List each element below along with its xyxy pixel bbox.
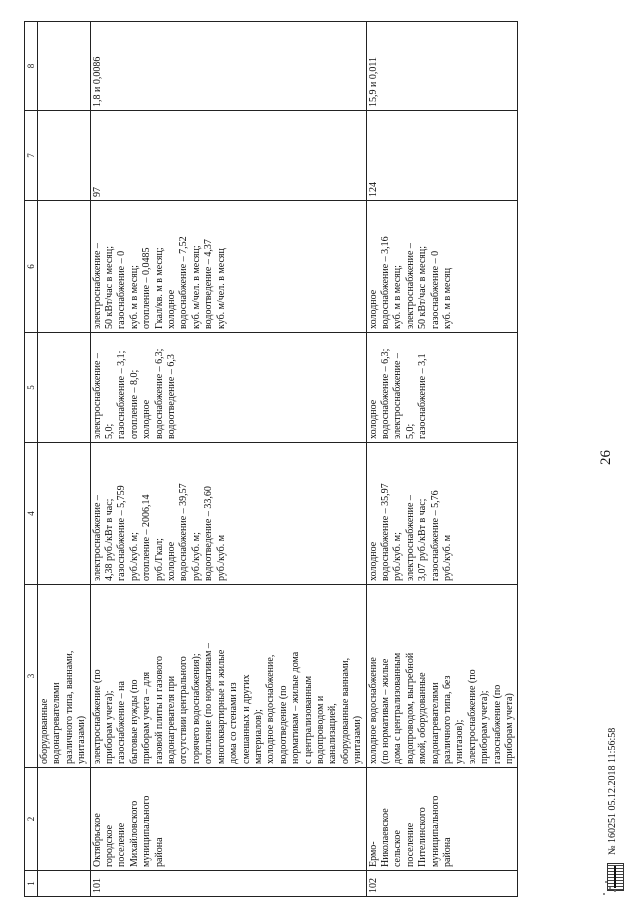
tariffs-cell: электроснабжение – 4,38 руб./кВт в час; газоснабжение – 5,759 руб./куб. м; отопление – 2006,14 руб./Гкал; холодное водоснабжение – 39,57 руб./куб. м; водоотведение – 33,60 руб./куб. м xyxy=(90,443,366,585)
table-cell xyxy=(38,201,91,333)
table-row-continuation xyxy=(38,22,91,897)
header-cell: 5 xyxy=(25,333,38,443)
header-cell: 7 xyxy=(25,111,38,201)
settlement-cell: Ермо- Николаевское сельское поселение Пителинского муниципального района xyxy=(366,768,518,871)
table-cell xyxy=(38,768,91,871)
table-row xyxy=(90,22,366,897)
row-number-cell: 102 xyxy=(366,871,518,897)
header-cell: 1 xyxy=(25,871,38,897)
tariff-table xyxy=(24,21,518,897)
header-cell: 4 xyxy=(25,443,38,585)
registration-number: № 160251 05.12.2018 11:56:58 xyxy=(607,727,618,855)
table-cell xyxy=(38,871,91,897)
row-number-cell: 101 xyxy=(90,871,366,897)
registration-footer xyxy=(603,591,627,891)
table-cell xyxy=(38,111,91,201)
services-cell: холодное водоснабжение (по нормативам – жилые дома с централизованным водопроводом, выгребной ямой, оборудованные водонагревателями различного типа, без унитазов); электроснабжение (по приборам учета); газоснабжение (по приборам учета) xyxy=(366,585,518,768)
table-cell xyxy=(38,333,91,443)
header-cell: 3 xyxy=(25,585,38,768)
tariffs-cell: холодное водоснабжение – 35,97 руб./куб. м; электроснабжение – 3,07 руб./кВт в час; газоснабжение – 5,76 руб./куб. м xyxy=(366,443,518,585)
increase-cell: электроснабжение – 5,0; газоснабжение – 3,1; отопление – 8,0; холодное водоснабжение – 6,3; водоотведение – 6,3 xyxy=(90,333,366,443)
header-cell: 2 xyxy=(25,768,38,871)
table-header-row xyxy=(25,22,38,897)
header-cell: 6 xyxy=(25,201,38,333)
table-cell xyxy=(38,443,91,585)
volume-cell: электроснабжение – 50 кВт/час в месяц; газоснабжение – 0 куб. м в месяц; отопление – 0,0485 Гкал/кв. м в месяц; холодное водоснабжение – 7,52 куб. м/чел. в месяц; водоотведение – 4,37 куб. м/чел. в месяц xyxy=(90,201,366,333)
page-number: 26 xyxy=(598,450,614,465)
increase-cell: холодное водоснабжение – 6,3; электроснабжение – 5,0; газоснабжение – 3,1 xyxy=(366,333,518,443)
header-cell: 8 xyxy=(25,22,38,111)
table-cell xyxy=(38,22,91,111)
settlement-cell: Октябрьское городское поселение Михайловского муниципального района xyxy=(90,768,366,871)
col7-cell: 124 xyxy=(366,111,518,201)
col8-cell: 1,8 и 0,0086 xyxy=(90,22,366,111)
services-cell: электроснабжение (по приборам учета); газоснабжение – на бытовые нужды (по приборам учета – для газовой плиты и газового водонагревателя при отсутствии центрального горячего водоснабжения); отопление (по нормативам – многоквартирные и жилые дома со стенами из смешанных и других материалов); холодное водоснабжение, водоотведение (по нормативам – жилые дома с централизованным водопроводом и канализацией, оборудованные ваннами, унитазами) xyxy=(90,585,366,768)
col7-cell: 97 xyxy=(90,111,366,201)
col8-cell: 15,9 и 0,011 xyxy=(366,22,518,111)
scan-marks-icon xyxy=(600,877,618,897)
services-cell: оборудованные водонагревателями различного типа, ваннами, унитазами) xyxy=(38,585,91,768)
volume-cell: холодное водоснабжение – 3,16 куб. м в месяц; электроснабжение – 50 кВт/час в месяц; газоснабжение – 0 куб. м в месяц xyxy=(366,201,518,333)
table-row xyxy=(366,22,518,897)
